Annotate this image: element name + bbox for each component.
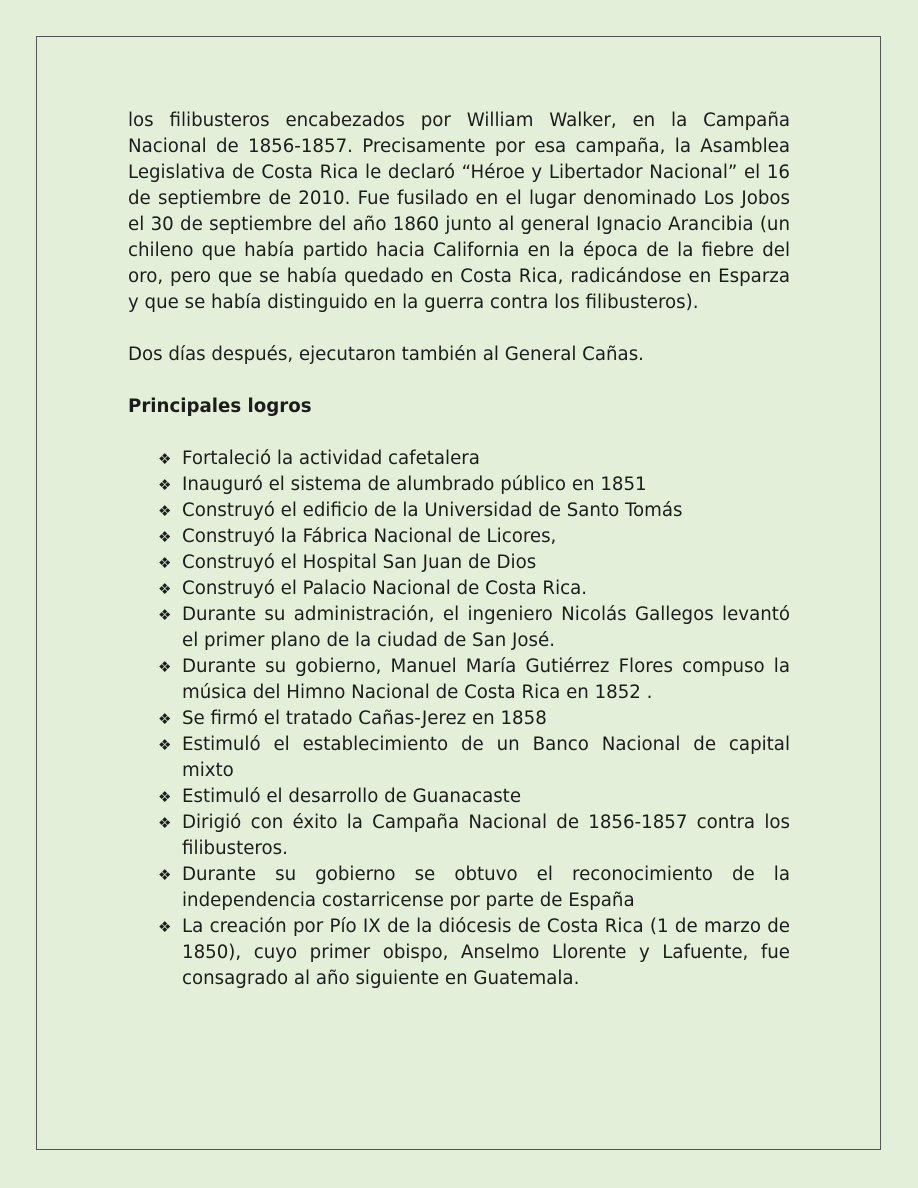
list-item bbox=[156, 784, 790, 810]
list-item-text: Dirigió con éxito la Campaña Nacional de 1856-1857 contra los filibusteros. bbox=[182, 812, 790, 859]
list-item-text: Durante su administración, el ingeniero Nicolás Gallegos levantó el primer plano de la ciudad de San José. bbox=[182, 604, 790, 651]
diamond-bullet-icon: ❖ bbox=[158, 866, 172, 884]
logros-list bbox=[128, 446, 790, 992]
list-item bbox=[156, 524, 790, 550]
diamond-bullet-icon: ❖ bbox=[158, 918, 172, 936]
list-item-text: Construyó el edificio de la Universidad de Santo Tomás bbox=[182, 500, 683, 521]
list-item bbox=[156, 706, 790, 732]
paragraph-execution: Dos días después, ejecutaron también al General Cañas. bbox=[128, 344, 644, 365]
list-item-text: Se firmó el tratado Cañas-Jerez en 1858 bbox=[182, 708, 547, 729]
list-item bbox=[156, 862, 790, 914]
paragraph-biography: los filibusteros encabezados por William Walker, en la Campaña Nacional de 1856-1857. Precisamente por esa campaña, la Asamblea Legislativa de Costa Rica le declaró “Héroe y Libertador Nacional” el 16 de septiembre de 2010. Fue fusilado en el lugar denominado Los Jobos el 30 de septiembre del año 1860 junto al general Ignacio Arancibia (un chileno que había partido hacia California en la época de la fiebre del oro, pero que se había quedado en Costa Rica, radicándose en Esparza y que se había distinguido en la guerra contra los filibusteros). bbox=[128, 110, 790, 313]
list-item-text: Construyó el Hospital San Juan de Dios bbox=[182, 552, 537, 573]
diamond-bullet-icon: ❖ bbox=[158, 736, 172, 754]
list-item bbox=[156, 576, 790, 602]
diamond-bullet-icon: ❖ bbox=[158, 554, 172, 572]
list-item-text: Construyó el Palacio Nacional de Costa Rica. bbox=[182, 578, 588, 599]
spacer bbox=[128, 368, 790, 394]
list-item-text: Fortaleció la actividad cafetalera bbox=[182, 448, 480, 469]
section-heading: Principales logros bbox=[128, 396, 312, 417]
diamond-bullet-icon: ❖ bbox=[158, 658, 172, 676]
list-item bbox=[156, 550, 790, 576]
list-item-text: La creación por Pío IX de la diócesis de Costa Rica (1 de marzo de 1850), cuyo primer obispo, Anselmo Llorente y Lafuente, fue consagrado al año siguiente en Guatemala. bbox=[182, 916, 790, 989]
list-item-text: Durante su gobierno se obtuvo el reconocimiento de la independencia costarricense por parte de España bbox=[182, 864, 790, 911]
list-item bbox=[156, 732, 790, 784]
spacer bbox=[128, 316, 790, 342]
diamond-bullet-icon: ❖ bbox=[158, 528, 172, 546]
diamond-bullet-icon: ❖ bbox=[158, 450, 172, 468]
diamond-bullet-icon: ❖ bbox=[158, 476, 172, 494]
diamond-bullet-icon: ❖ bbox=[158, 814, 172, 832]
list-item bbox=[156, 810, 790, 862]
list-item-text: Inauguró el sistema de alumbrado público en 1851 bbox=[182, 474, 647, 495]
list-item bbox=[156, 472, 790, 498]
diamond-bullet-icon: ❖ bbox=[158, 788, 172, 806]
diamond-bullet-icon: ❖ bbox=[158, 606, 172, 624]
list-item bbox=[156, 914, 790, 992]
diamond-bullet-icon: ❖ bbox=[158, 502, 172, 520]
spacer bbox=[128, 420, 790, 446]
list-item-text: Construyó la Fábrica Nacional de Licores, bbox=[182, 526, 557, 547]
list-item-text: Durante su gobierno, Manuel María Gutiérrez Flores compuso la música del Himno Nacional de Costa Rica en 1852 . bbox=[182, 656, 790, 703]
list-item-text: Estimuló el desarrollo de Guanacaste bbox=[182, 786, 522, 807]
list-item bbox=[156, 498, 790, 524]
diamond-bullet-icon: ❖ bbox=[158, 710, 172, 728]
list-item bbox=[156, 654, 790, 706]
document-body bbox=[128, 108, 790, 992]
diamond-bullet-icon: ❖ bbox=[158, 580, 172, 598]
list-item-text: Estimuló el establecimiento de un Banco Nacional de capital mixto bbox=[182, 734, 790, 781]
list-item bbox=[156, 446, 790, 472]
list-item bbox=[156, 602, 790, 654]
